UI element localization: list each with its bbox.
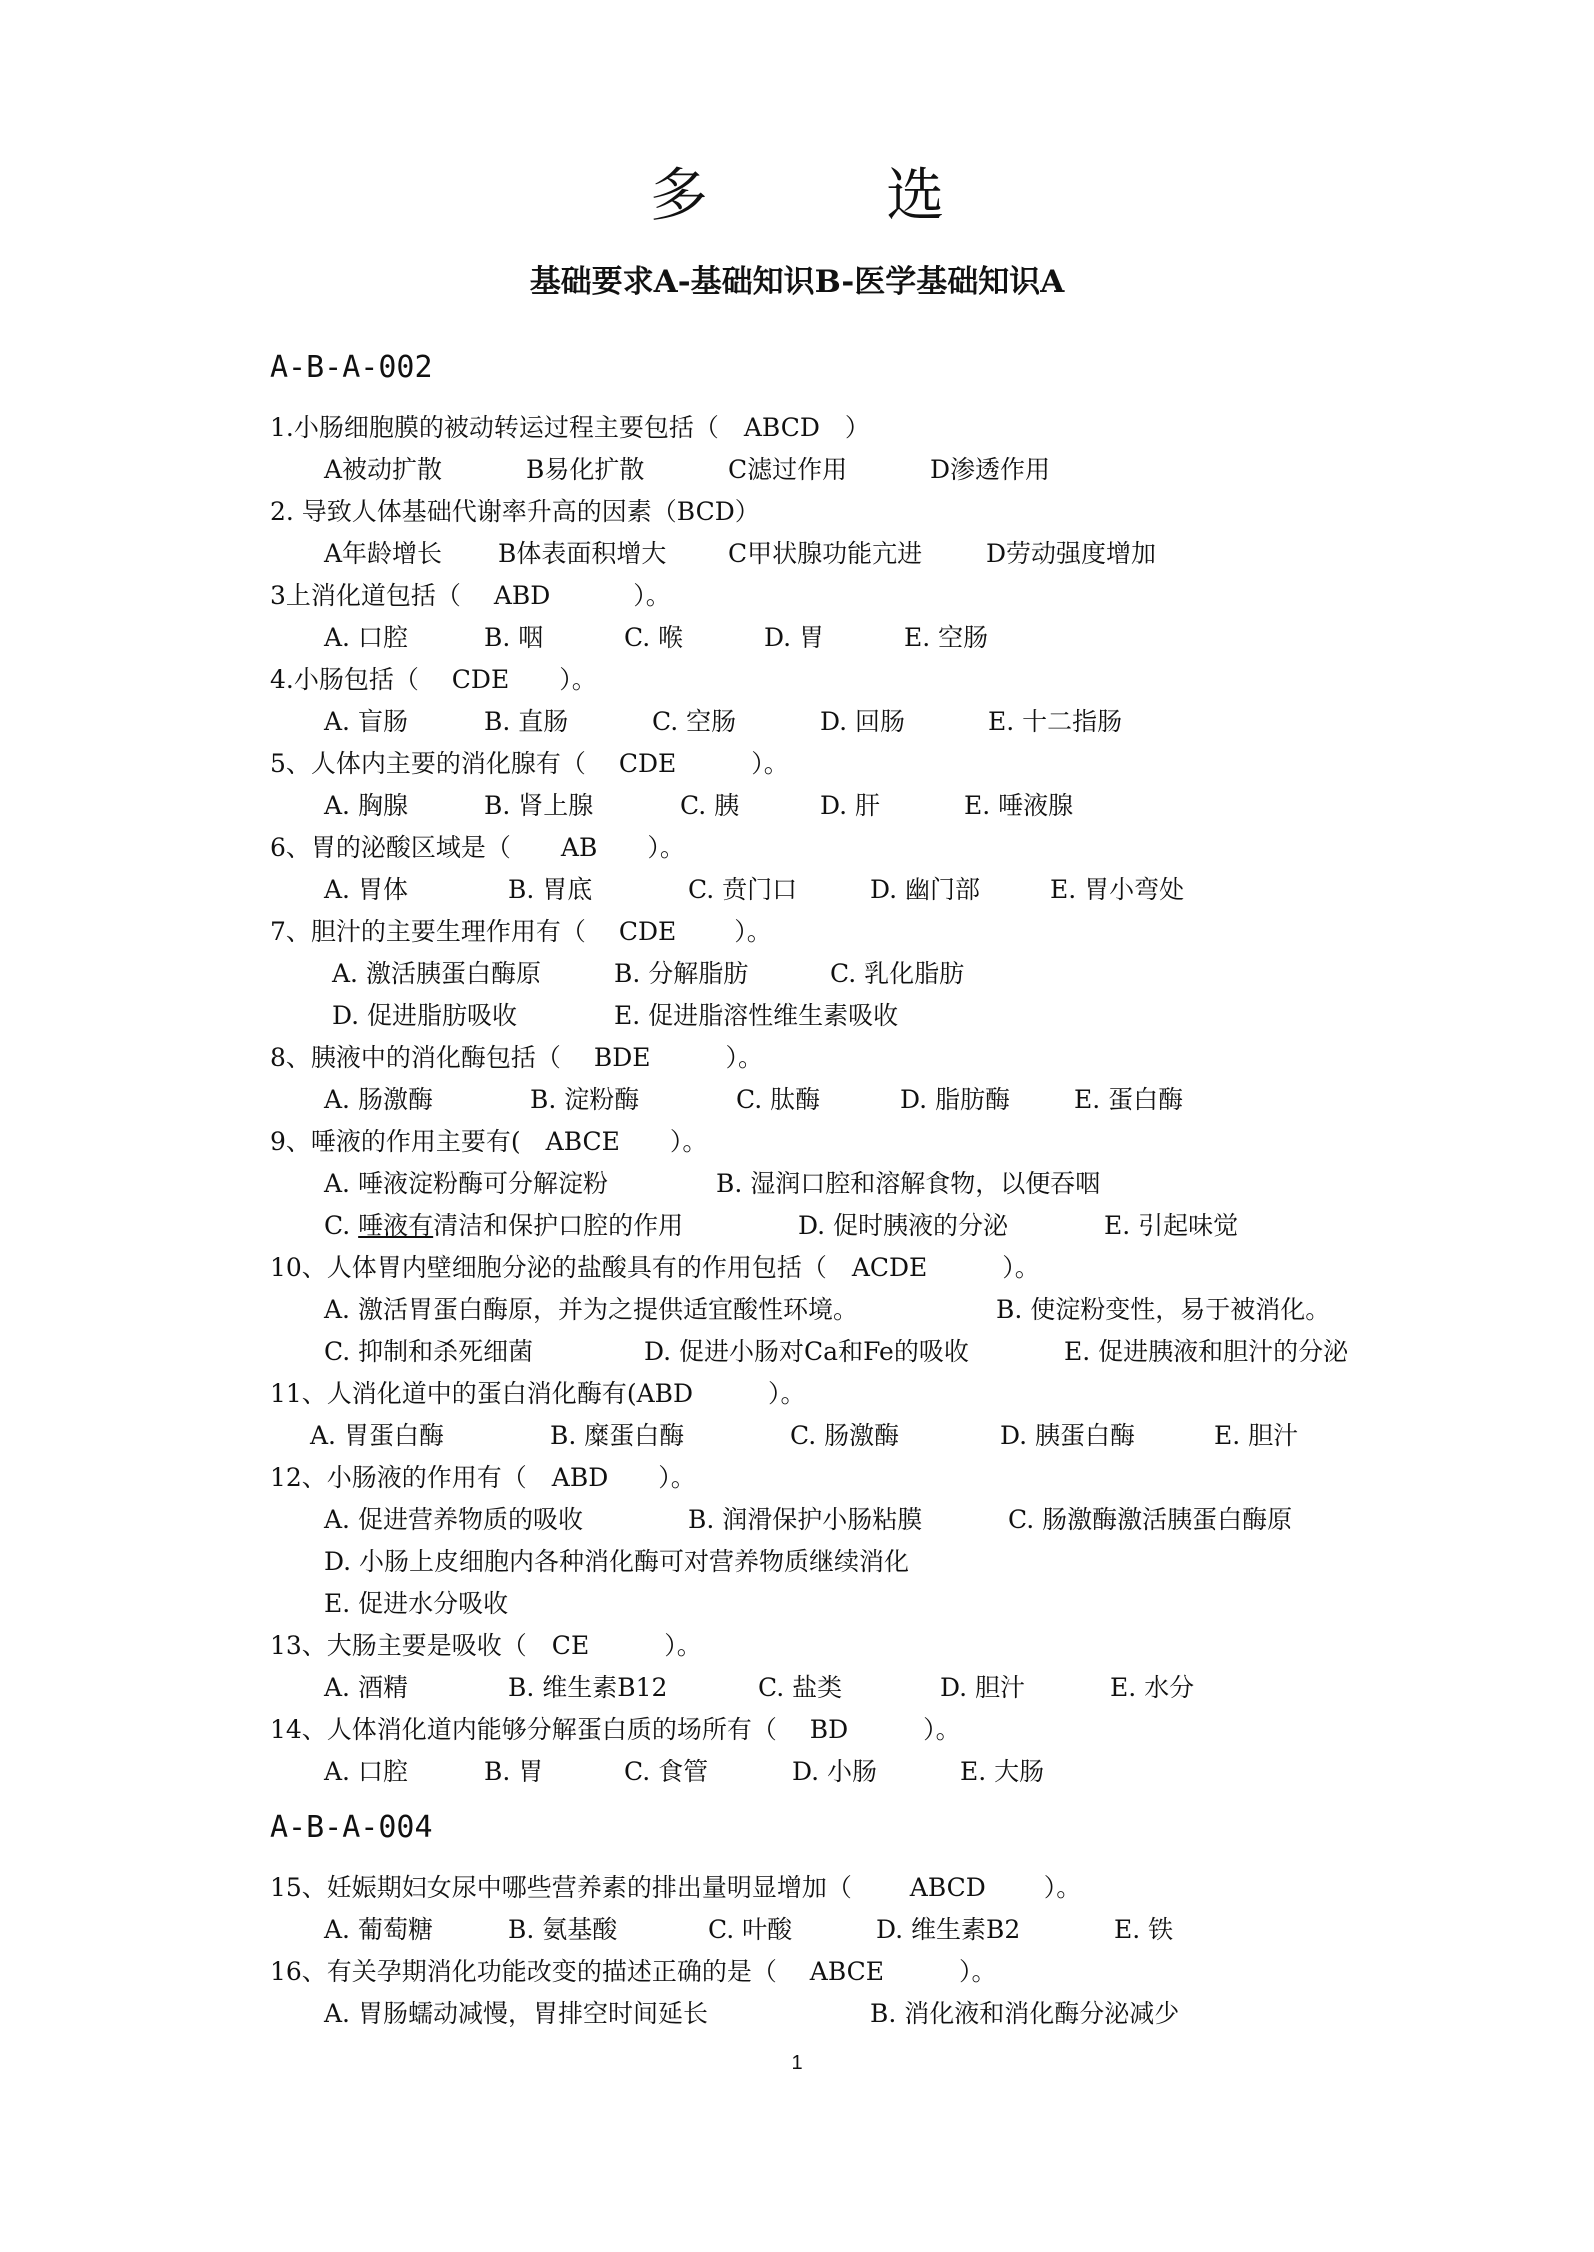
option: D劳动强度增加 xyxy=(986,539,1157,568)
option: C. 空肠 xyxy=(652,707,737,736)
option: C. 食管 xyxy=(624,1757,709,1786)
option: D. 幽门部 xyxy=(870,875,981,904)
option-prefix: C. xyxy=(324,1211,359,1240)
option: C. 肠激酶 xyxy=(790,1421,900,1450)
question-text: 5、人体内主要的消化腺有（ CDE ）。 xyxy=(270,749,789,778)
option: A. 激活胰蛋白酶原 xyxy=(332,959,541,988)
question-text: 12、小肠液的作用有（ ABD ）。 xyxy=(270,1463,696,1492)
option: E. 胆汁 xyxy=(1214,1421,1299,1450)
option: D. 回肠 xyxy=(820,707,906,736)
underlined-text: 唾液有 xyxy=(358,1211,434,1240)
question-text: 8、胰液中的消化酶包括（ BDE ）。 xyxy=(270,1043,764,1072)
question-text: 16、有关孕期消化功能改变的描述正确的是（ ABCE ）。 xyxy=(270,1957,997,1986)
option: A. 口腔 xyxy=(324,1757,408,1786)
question-options xyxy=(324,1996,1180,2104)
option: E. 促进脂溶性维生素吸收 xyxy=(614,1001,899,1030)
option: C. 贲门口 xyxy=(688,875,798,904)
option: C甲状腺功能亢进 xyxy=(728,539,923,568)
option: D. 胆汁 xyxy=(940,1673,1026,1702)
question-text: 10、人体胃内壁细胞分泌的盐酸具有的作用包括（ ACDE ）。 xyxy=(270,1253,1040,1282)
option-rest: 清洁和保护口腔的作用 xyxy=(433,1211,684,1240)
page-number: 1 xyxy=(791,2052,803,2074)
option: A. 口腔 xyxy=(324,623,408,652)
option: D. 胰蛋白酶 xyxy=(1000,1421,1136,1450)
option: E. 促进胰液和胆汁的分泌 xyxy=(1064,1337,1349,1366)
option: E. 促进水分吸收 xyxy=(324,1589,509,1618)
question-text: 14、人体消化道内能够分解蛋白质的场所有（ BD ）。 xyxy=(270,1715,961,1744)
option: B. 糜蛋白酶 xyxy=(550,1421,685,1450)
question-text: 13、大肠主要是吸收（ CE ）。 xyxy=(270,1631,702,1660)
page-title: 多 选 xyxy=(649,161,1025,229)
option: A. 激活胃蛋白酶原，并为之提供适宜酸性环境。 xyxy=(324,1295,858,1324)
question-text: 9、唾液的作用主要有( ABCE ）。 xyxy=(270,1127,708,1156)
question-text: 4.小肠包括（ CDE ）。 xyxy=(270,665,597,694)
option: B. 直肠 xyxy=(484,707,569,736)
option: A被动扩散 xyxy=(324,455,443,484)
option: A年龄增长 xyxy=(324,539,443,568)
option: D. 肝 xyxy=(820,791,881,820)
option: E. 蛋白酶 xyxy=(1074,1085,1184,1114)
option: A. 酒精 xyxy=(324,1673,408,1702)
option: B. 消化液和消化酶分泌减少 xyxy=(870,1999,1180,2028)
option: E. 十二指肠 xyxy=(988,707,1123,736)
option: A. 促进营养物质的吸收 xyxy=(324,1505,583,1534)
question-text: 1.小肠细胞膜的被动转运过程主要包括（ ABCD ） xyxy=(270,413,870,442)
question-text: 2. 导致人体基础代谢率升高的因素（BCD） xyxy=(270,497,760,526)
option: D. 小肠 xyxy=(792,1757,878,1786)
option: B. 湿润口腔和溶解食物，以便吞咽 xyxy=(716,1169,1101,1198)
option: D. 脂肪酶 xyxy=(900,1085,1011,1114)
option: B. 胃底 xyxy=(508,875,593,904)
option: A. 胃肠蠕动减慢，胃排空时间延长 xyxy=(324,1999,708,2028)
option: B体表面积增大 xyxy=(498,539,667,568)
option: D渗透作用 xyxy=(930,455,1051,484)
option: D. 小肠上皮细胞内各种消化酶可对营养物质继续消化 xyxy=(324,1547,910,1576)
option: A. 肠激酶 xyxy=(324,1085,433,1114)
option: D. 促进小肠对Ca和Fe的吸收 xyxy=(644,1337,969,1366)
option: E. 胃小弯处 xyxy=(1050,875,1185,904)
option-c xyxy=(324,1208,683,1244)
option: E. 引起味觉 xyxy=(1104,1211,1239,1240)
option: A. 盲肠 xyxy=(324,707,408,736)
option: A. 葡萄糖 xyxy=(324,1915,433,1944)
option: B. 肾上腺 xyxy=(484,791,594,820)
option: C. 胰 xyxy=(680,791,740,820)
option: E. 唾液腺 xyxy=(964,791,1074,820)
option: B易化扩散 xyxy=(526,455,645,484)
option: B. 维生素B12 xyxy=(508,1673,668,1702)
option: C. 盐类 xyxy=(758,1673,843,1702)
option: C. 喉 xyxy=(624,623,684,652)
option: A. 胃蛋白酶 xyxy=(310,1421,444,1450)
option: B. 氨基酸 xyxy=(508,1915,618,1944)
option: A. 胸腺 xyxy=(324,791,408,820)
option: B. 淀粉酶 xyxy=(530,1085,640,1114)
option: B. 润滑保护小肠粘膜 xyxy=(688,1505,923,1534)
option: C. 肠激酶激活胰蛋白酶原 xyxy=(1008,1505,1293,1534)
option: E. 大肠 xyxy=(960,1757,1045,1786)
option: E. 空肠 xyxy=(904,623,989,652)
question-text: 7、胆汁的主要生理作用有（ CDE ）。 xyxy=(270,917,772,946)
question-text: 3上消化道包括（ ABD ）。 xyxy=(270,581,671,610)
option: A. 唾液淀粉酶可分解淀粉 xyxy=(324,1169,608,1198)
option: B. 分解脂肪 xyxy=(614,959,749,988)
option: D. 促进脂肪吸收 xyxy=(332,1001,518,1030)
option: C. 乳化脂肪 xyxy=(830,959,965,988)
option: A. 胃体 xyxy=(324,875,408,904)
section-code: A-B-A-002 xyxy=(270,350,433,385)
question-text: 15、妊娠期妇女尿中哪些营养素的排出量明显增加（ ABCD ）。 xyxy=(270,1873,1082,1902)
option: C. 肽酶 xyxy=(736,1085,821,1114)
option: E. 铁 xyxy=(1114,1915,1174,1944)
option: B. 胃 xyxy=(484,1757,544,1786)
page-subtitle: 基础要求A-基础知识B-医学基础知识A xyxy=(529,264,1065,300)
option: C滤过作用 xyxy=(728,455,848,484)
option: B. 咽 xyxy=(484,623,544,652)
section-code: A-B-A-004 xyxy=(270,1810,433,1845)
option: B. 使淀粉变性，易于被消化。 xyxy=(996,1295,1331,1324)
option: E. 水分 xyxy=(1110,1673,1195,1702)
option: C. 叶酸 xyxy=(708,1915,793,1944)
option: C. 抑制和杀死细菌 xyxy=(324,1337,534,1366)
option: D. 维生素B2 xyxy=(876,1915,1021,1944)
option: D. 促时胰液的分泌 xyxy=(798,1211,1009,1240)
option: D. 胃 xyxy=(764,623,825,652)
question-text: 11、人消化道中的蛋白消化酶有(ABD ）。 xyxy=(270,1379,806,1408)
question-text: 6、胃的泌酸区域是（ AB ）。 xyxy=(270,833,685,862)
